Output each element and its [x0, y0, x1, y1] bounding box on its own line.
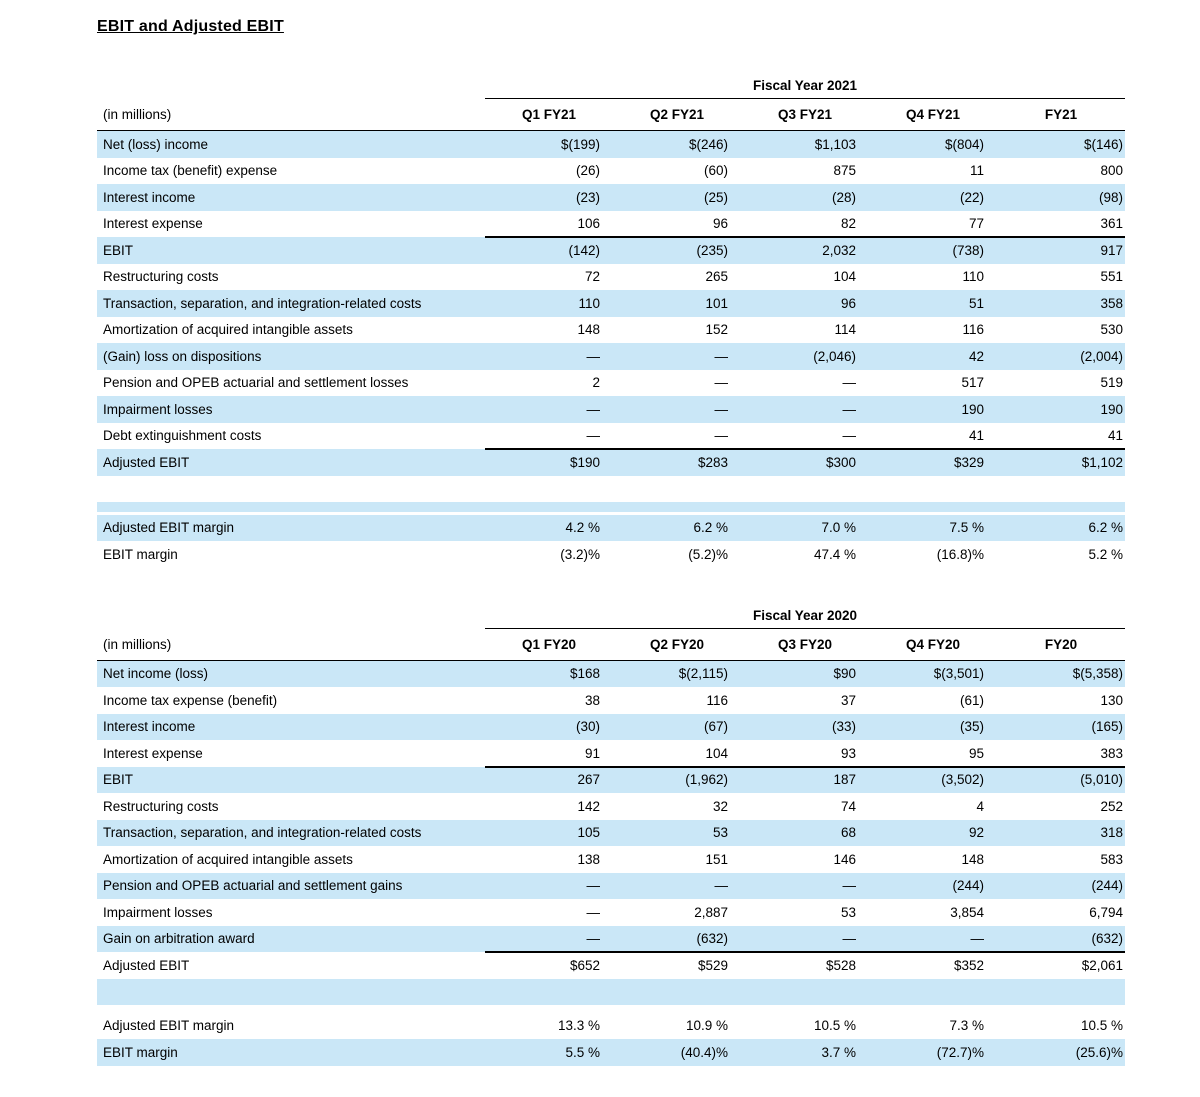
row-label: Amortization of acquired intangible assets: [103, 851, 353, 867]
cell-value: 358: [1100, 295, 1123, 311]
table-row: [97, 264, 1125, 291]
cell-value: $1,102: [1081, 454, 1123, 470]
table-row: [97, 820, 1125, 847]
table-row: [97, 661, 1125, 688]
column-header: Q3 FY20: [777, 636, 833, 652]
cell-value: 3.7 %: [821, 1044, 856, 1060]
cell-value: 116: [962, 322, 984, 338]
table-row: [97, 396, 1125, 423]
table-row: [97, 211, 1125, 238]
cell-value: 53: [712, 825, 728, 841]
cell-value: —: [842, 878, 856, 894]
cell-value: 187: [833, 772, 856, 788]
cell-value: 82: [840, 216, 856, 232]
cell-value: 6.2 %: [693, 520, 728, 536]
cell-value: 10.5 %: [1080, 1018, 1123, 1034]
cell-value: $329: [953, 454, 984, 470]
column-header: FY20: [1044, 636, 1078, 652]
cell-value: (5.2)%: [688, 546, 728, 562]
cell-value: 51: [968, 295, 984, 311]
cell-value: 3,854: [950, 904, 984, 920]
unit-label: (in millions): [103, 107, 172, 122]
cell-value: $(804): [944, 136, 984, 152]
cell-value: $2,061: [1081, 957, 1123, 973]
cell-value: 106: [577, 216, 600, 232]
cell-value: 13.3 %: [557, 1018, 600, 1034]
table-row: [97, 740, 1125, 767]
cell-value: 32: [712, 798, 728, 814]
table-row: [97, 317, 1125, 344]
cell-value: $(199): [560, 136, 600, 152]
row-label: EBIT: [103, 242, 134, 258]
cell-value: 146: [833, 851, 856, 867]
table-row: [97, 952, 1125, 979]
table-caption: Fiscal Year 2021: [485, 78, 1125, 99]
cell-value: $(146): [1083, 136, 1123, 152]
cell-value: (244): [1091, 878, 1123, 894]
table-row: [97, 687, 1125, 714]
cell-value: 138: [577, 851, 600, 867]
cell-value: $528: [825, 957, 856, 973]
column-header: Q2 FY20: [649, 636, 705, 652]
cell-value: (16.8)%: [936, 546, 984, 562]
cell-value: 530: [1100, 322, 1123, 338]
cell-value: 6.2 %: [1088, 520, 1123, 536]
cell-value: $(2,115): [678, 666, 728, 682]
table-row: [97, 370, 1125, 397]
row-label: Impairment losses: [103, 904, 213, 920]
cell-value: 151: [705, 851, 728, 867]
spacer-row: [97, 476, 1125, 502]
cell-value: (142): [568, 242, 600, 258]
cell-value: (40.4)%: [680, 1044, 728, 1060]
fiscal-year-2021-table: [97, 78, 1125, 568]
cell-value: —: [970, 931, 984, 947]
column-header: Q1 FY21: [521, 107, 577, 122]
column-header: Q4 FY21: [905, 107, 961, 122]
cell-value: 875: [833, 163, 856, 179]
cell-value: 37: [840, 692, 856, 708]
cell-value: 152: [705, 322, 728, 338]
cell-value: $1,103: [814, 136, 856, 152]
cell-value: 5.2 %: [1088, 546, 1123, 562]
margin-row: [97, 1013, 1125, 1040]
row-label: (Gain) loss on dispositions: [103, 348, 262, 364]
cell-value: $652: [569, 957, 600, 973]
row-label: Adjusted EBIT: [103, 957, 190, 973]
cell-value: 110: [578, 295, 600, 311]
cell-value: —: [586, 878, 600, 894]
row-label: Debt extinguishment costs: [103, 428, 262, 444]
cell-value: (3.2)%: [560, 546, 600, 562]
column-header: Q2 FY21: [649, 107, 705, 122]
row-label: Pension and OPEB actuarial and settlement gains: [103, 878, 403, 894]
cell-value: 4: [976, 798, 984, 814]
table-row: [97, 131, 1125, 158]
table-row: [97, 926, 1125, 953]
row-label: Interest expense: [103, 216, 203, 232]
cell-value: —: [714, 348, 728, 364]
row-label: Restructuring costs: [103, 798, 219, 814]
spacer-row: [97, 502, 1125, 512]
cell-value: —: [842, 931, 856, 947]
cell-value: (25.6)%: [1075, 1044, 1123, 1060]
cell-value: (23): [575, 189, 600, 205]
table-row: [97, 767, 1125, 794]
cell-value: (60): [703, 163, 728, 179]
cell-value: 7.5 %: [949, 520, 984, 536]
row-label: Net income (loss): [103, 666, 209, 682]
row-label: Transaction, separation, and integration-related costs: [103, 825, 422, 841]
row-label: Income tax (benefit) expense: [103, 163, 278, 179]
row-label: Transaction, separation, and integration-related costs: [103, 295, 422, 311]
table-row: [97, 343, 1125, 370]
row-label: Net (loss) income: [103, 136, 209, 152]
cell-value: 148: [961, 851, 984, 867]
row-label: Interest expense: [103, 745, 203, 761]
cell-value: —: [586, 931, 600, 947]
table-header-row: [97, 629, 1125, 661]
cell-value: (632): [1091, 931, 1123, 947]
unit-label: (in millions): [103, 636, 172, 652]
cell-value: (61): [959, 692, 984, 708]
cell-value: 104: [705, 745, 728, 761]
cell-value: 53: [840, 904, 856, 920]
cell-value: (22): [959, 189, 984, 205]
table-row: [97, 899, 1125, 926]
column-header: Q1 FY20: [521, 636, 577, 652]
table-row: [97, 793, 1125, 820]
cell-value: 583: [1100, 851, 1123, 867]
row-label: Adjusted EBIT: [103, 454, 190, 470]
cell-value: $(5,358): [1072, 666, 1123, 682]
cell-value: (28): [831, 189, 856, 205]
cell-value: 517: [961, 375, 984, 391]
cell-value: 2: [592, 375, 600, 391]
table-row: [97, 846, 1125, 873]
table-row: [97, 449, 1125, 476]
cell-value: —: [586, 401, 600, 417]
cell-value: (5,010): [1080, 772, 1123, 788]
row-label: EBIT margin: [103, 546, 178, 562]
cell-value: 265: [705, 269, 728, 285]
row-label: EBIT margin: [103, 1044, 178, 1060]
table-caption: Fiscal Year 2020: [485, 608, 1125, 629]
cell-value: 77: [968, 216, 984, 232]
cell-value: (165): [1091, 719, 1123, 735]
cell-value: 92: [968, 825, 984, 841]
cell-value: 5.5 %: [565, 1044, 600, 1060]
cell-value: $90: [833, 666, 856, 682]
cell-value: 361: [1100, 216, 1123, 232]
cell-value: 96: [712, 216, 728, 232]
cell-value: $168: [569, 666, 600, 682]
cell-value: 7.3 %: [949, 1018, 984, 1034]
cell-value: (738): [952, 242, 984, 258]
cell-value: 74: [840, 798, 856, 814]
cell-value: 96: [840, 295, 856, 311]
cell-value: 72: [584, 269, 600, 285]
row-label: Adjusted EBIT margin: [103, 1018, 235, 1034]
cell-value: $529: [697, 957, 728, 973]
cell-value: 2,032: [822, 242, 856, 258]
row-label: Pension and OPEB actuarial and settlement losses: [103, 375, 409, 391]
column-header: Q3 FY21: [777, 107, 833, 122]
cell-value: $300: [825, 454, 856, 470]
cell-value: 252: [1100, 798, 1123, 814]
cell-value: 42: [968, 348, 984, 364]
cell-value: $(3,501): [933, 666, 984, 682]
row-label: Adjusted EBIT margin: [103, 520, 235, 536]
cell-value: 116: [706, 692, 728, 708]
cell-value: (25): [703, 189, 728, 205]
margin-row: [97, 541, 1125, 568]
cell-value: 114: [834, 322, 856, 338]
spacer-row: [97, 979, 1125, 1005]
row-label: Restructuring costs: [103, 269, 219, 285]
cell-value: —: [714, 401, 728, 417]
cell-value: —: [842, 401, 856, 417]
table-header-row: [97, 99, 1125, 131]
cell-value: $(246): [688, 136, 728, 152]
fiscal-year-2020-table: [97, 608, 1125, 1066]
row-label: Impairment losses: [103, 401, 213, 417]
cell-value: 11: [969, 163, 984, 179]
cell-value: 41: [968, 428, 984, 444]
cell-value: 148: [577, 322, 600, 338]
cell-value: (3,502): [941, 772, 984, 788]
table-row: [97, 237, 1125, 264]
row-label: Income tax expense (benefit): [103, 692, 278, 708]
cell-value: 800: [1100, 163, 1123, 179]
cell-value: 110: [962, 269, 984, 285]
table-row: [97, 184, 1125, 211]
cell-value: 383: [1100, 745, 1123, 761]
table-row: [97, 423, 1125, 450]
column-header: FY21: [1044, 107, 1078, 122]
spacer-row: [97, 1005, 1125, 1013]
cell-value: 551: [1100, 269, 1123, 285]
cell-value: 267: [577, 772, 600, 788]
cell-value: —: [842, 428, 856, 444]
cell-value: (244): [952, 878, 984, 894]
cell-value: 917: [1100, 242, 1123, 258]
row-label: Interest income: [103, 189, 196, 205]
cell-value: (67): [703, 719, 728, 735]
cell-value: 7.0 %: [821, 520, 856, 536]
row-label: Amortization of acquired intangible assets: [103, 322, 353, 338]
cell-value: 142: [577, 798, 600, 814]
cell-value: 190: [1100, 401, 1123, 417]
cell-value: $283: [697, 454, 728, 470]
cell-value: 95: [968, 745, 984, 761]
cell-value: 47.4 %: [813, 546, 856, 562]
row-label: Gain on arbitration award: [103, 931, 255, 947]
cell-value: (30): [575, 719, 600, 735]
cell-value: 130: [1100, 692, 1123, 708]
cell-value: —: [586, 428, 600, 444]
table-row: [97, 290, 1125, 317]
margin-row: [97, 1039, 1125, 1066]
cell-value: 190: [961, 401, 984, 417]
cell-value: (33): [831, 719, 856, 735]
cell-value: (632): [696, 931, 728, 947]
cell-value: 6,794: [1089, 904, 1123, 920]
page-title: EBIT and Adjusted EBIT: [97, 18, 284, 35]
column-header: Q4 FY20: [905, 636, 961, 652]
cell-value: (2,004): [1080, 348, 1123, 364]
cell-value: —: [586, 348, 600, 364]
cell-value: (1,962): [685, 772, 728, 788]
cell-value: 101: [705, 295, 728, 311]
cell-value: (2,046): [813, 348, 856, 364]
cell-value: 318: [1100, 825, 1123, 841]
row-label: EBIT: [103, 772, 134, 788]
margin-row: [97, 515, 1125, 542]
cell-value: 38: [584, 692, 600, 708]
cell-value: (72.7)%: [936, 1044, 984, 1060]
cell-value: 91: [584, 745, 600, 761]
cell-value: 41: [1107, 428, 1123, 444]
cell-value: 68: [840, 825, 856, 841]
cell-value: —: [586, 904, 600, 920]
cell-value: 519: [1100, 375, 1123, 391]
cell-value: $352: [953, 957, 984, 973]
cell-value: 10.9 %: [685, 1018, 728, 1034]
cell-value: 10.5 %: [813, 1018, 856, 1034]
cell-value: (98): [1098, 189, 1123, 205]
cell-value: —: [714, 375, 728, 391]
cell-value: —: [714, 878, 728, 894]
cell-value: 4.2 %: [565, 520, 600, 536]
cell-value: 104: [833, 269, 856, 285]
cell-value: 93: [840, 745, 856, 761]
cell-value: —: [714, 428, 728, 444]
cell-value: —: [842, 375, 856, 391]
cell-value: $190: [569, 454, 600, 470]
table-row: [97, 714, 1125, 741]
cell-value: (26): [575, 163, 600, 179]
cell-value: (35): [959, 719, 984, 735]
cell-value: 105: [577, 825, 600, 841]
table-row: [97, 873, 1125, 900]
cell-value: (235): [696, 242, 728, 258]
cell-value: 2,887: [694, 904, 728, 920]
table-row: [97, 158, 1125, 185]
row-label: Interest income: [103, 719, 196, 735]
